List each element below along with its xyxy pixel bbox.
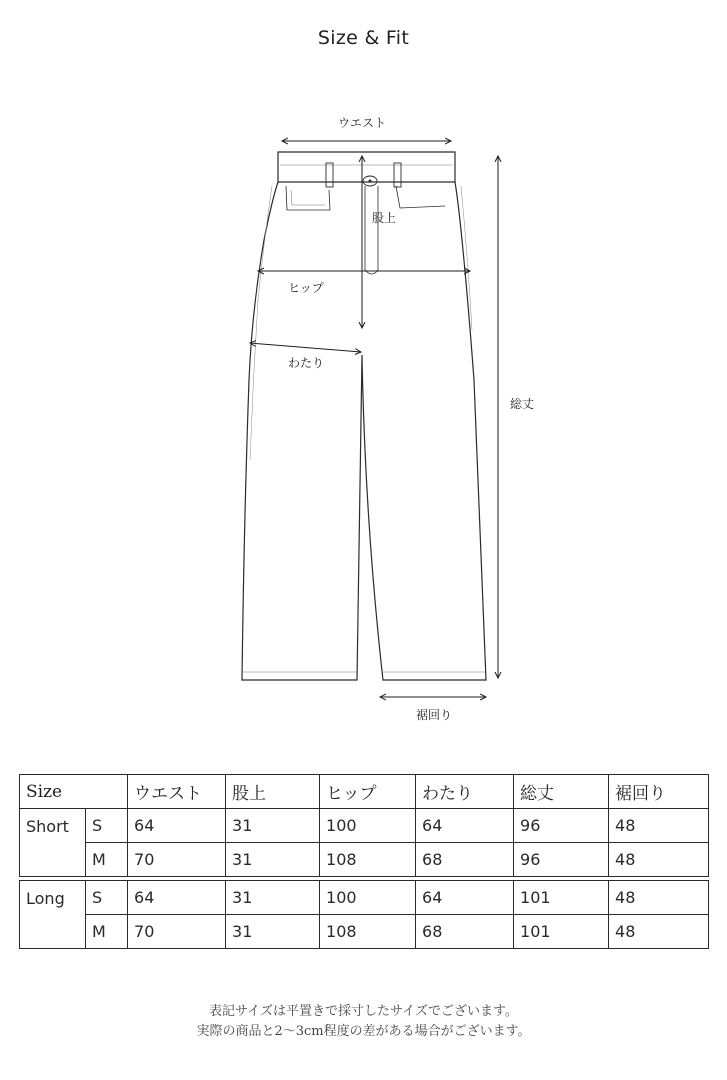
waist-label: ウエスト: [337, 116, 387, 130]
value-cell: 31: [226, 843, 320, 877]
size-cell: S: [86, 809, 128, 843]
value-cell: 96: [514, 843, 609, 877]
size-cell: S: [86, 881, 128, 915]
value-cell: 48: [609, 915, 709, 949]
value-cell: 31: [226, 915, 320, 949]
header-hem: 裾回り: [609, 775, 709, 809]
table-row: [20, 843, 709, 877]
header-length: 総丈: [514, 775, 609, 809]
value-cell: 68: [416, 843, 514, 877]
table-row: [20, 915, 709, 949]
size-cell: M: [86, 843, 128, 877]
value-cell: 100: [320, 881, 416, 915]
value-cell: 31: [226, 881, 320, 915]
value-cell: 96: [514, 809, 609, 843]
group-label-long: Long: [20, 881, 86, 949]
value-cell: 48: [609, 843, 709, 877]
value-cell: 70: [128, 915, 226, 949]
value-cell: 64: [128, 881, 226, 915]
value-cell: 100: [320, 809, 416, 843]
value-cell: 70: [128, 843, 226, 877]
thigh-measure-line: [250, 343, 361, 352]
hem-label: 裾回り: [415, 708, 453, 722]
header-waist: ウエスト: [128, 775, 226, 809]
header-rise: 股上: [226, 775, 320, 809]
thigh-label: わたり: [287, 356, 325, 370]
value-cell: 64: [416, 809, 514, 843]
measurement-labels: [288, 116, 534, 722]
note-line-1: 表記サイズは平置きで採寸したサイズでございます。: [209, 1004, 518, 1019]
value-cell: 48: [609, 881, 709, 915]
size-table: [19, 774, 709, 949]
table-row: [20, 881, 709, 915]
value-cell: 108: [320, 915, 416, 949]
header-hip: ヒップ: [320, 775, 416, 809]
header-size: Size: [20, 775, 128, 809]
table-header-row: [20, 775, 709, 809]
header-thigh: わたり: [416, 775, 514, 809]
rise-label: 股上: [371, 211, 397, 225]
size-cell: M: [86, 915, 128, 949]
value-cell: 108: [320, 843, 416, 877]
pants-outline: [242, 152, 486, 680]
table-row: [20, 809, 709, 843]
value-cell: 101: [514, 881, 609, 915]
value-cell: 48: [609, 809, 709, 843]
value-cell: 64: [416, 881, 514, 915]
note-line-2: 実際の商品と2〜3cm程度の差がある場合がございます。: [196, 1024, 531, 1039]
group-label-short: Short: [20, 809, 86, 877]
page-title: Size & Fit: [317, 27, 410, 49]
value-cell: 64: [128, 809, 226, 843]
hip-label: ヒップ: [288, 281, 324, 295]
length-label: 総丈: [509, 397, 535, 411]
value-cell: 31: [226, 809, 320, 843]
value-cell: 68: [416, 915, 514, 949]
value-cell: 101: [514, 915, 609, 949]
